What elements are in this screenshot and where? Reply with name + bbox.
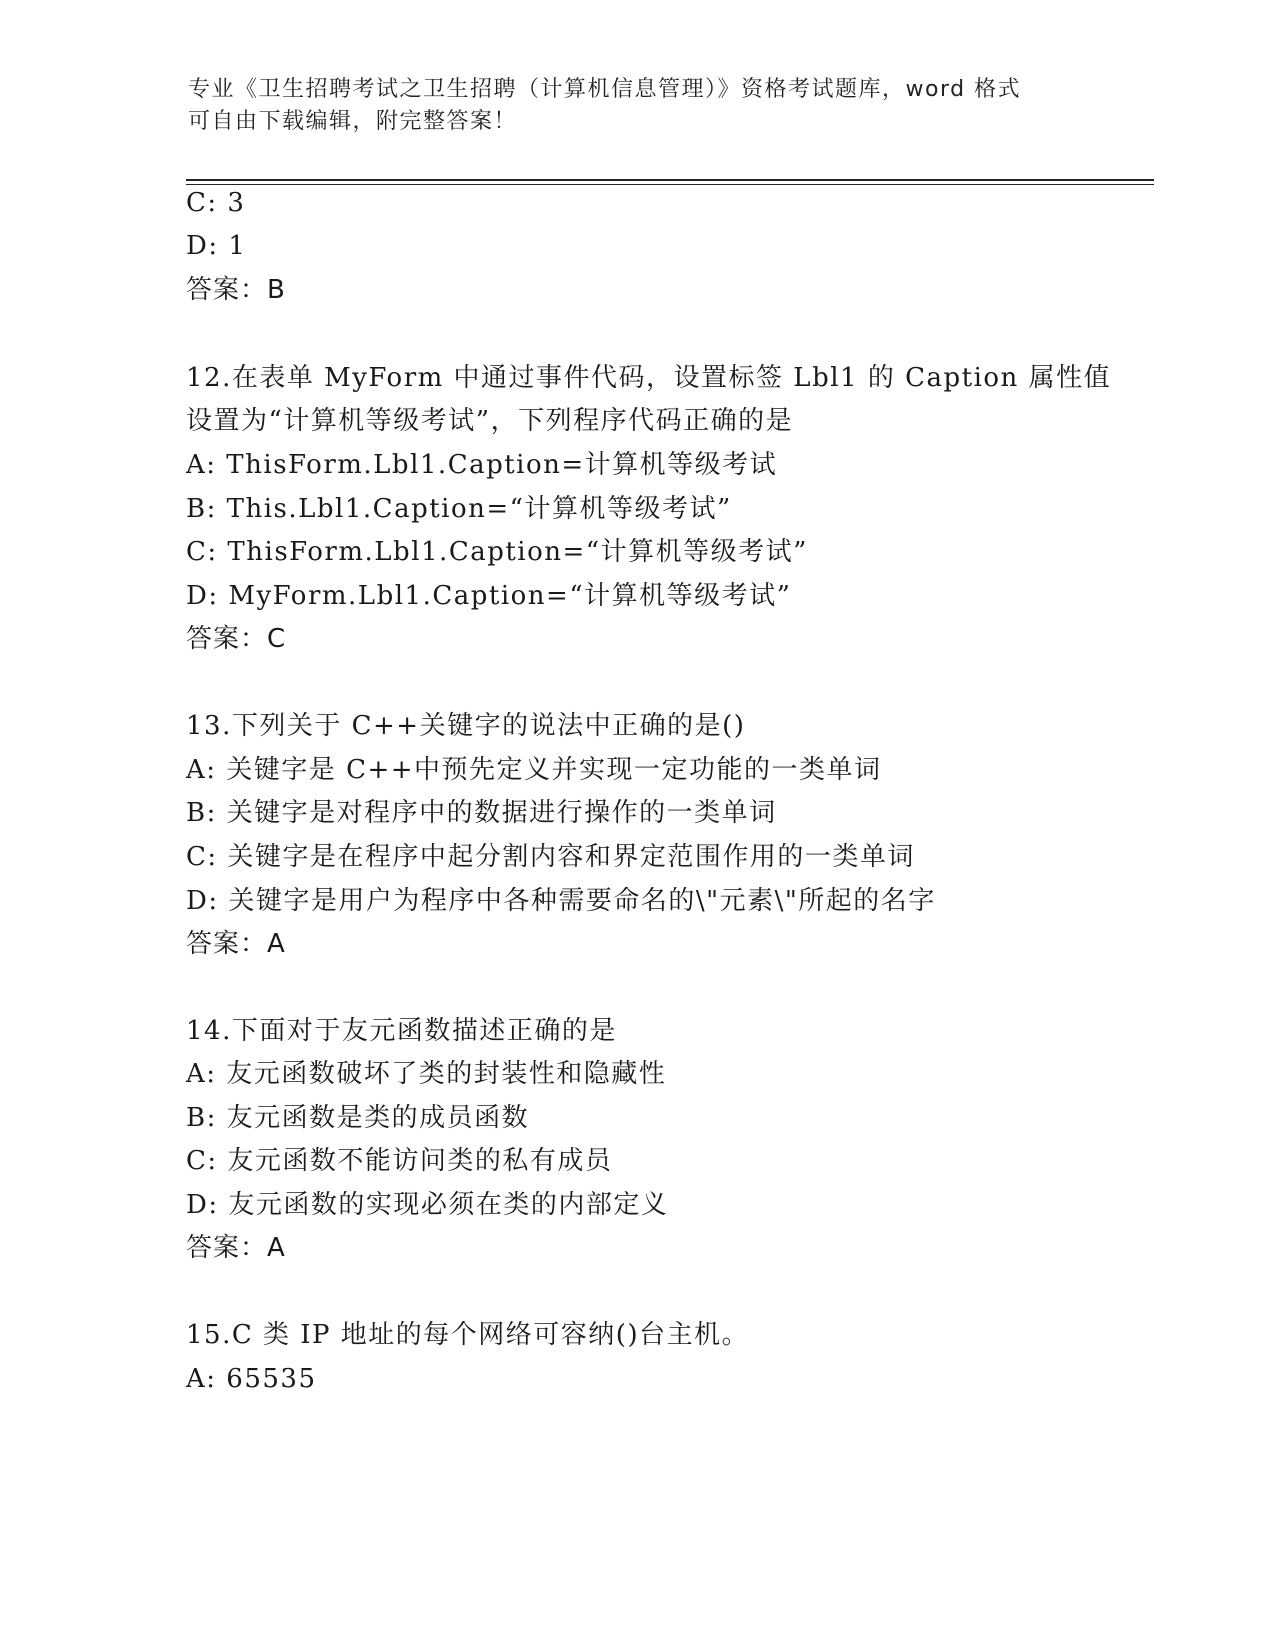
prev-option-c: C: 3 <box>186 188 246 218</box>
header-divider-thin <box>186 184 1154 185</box>
q14-option-a: A: 友元函数破坏了类的封装性和隐藏性 <box>186 1059 667 1089</box>
document-header <box>188 74 1088 138</box>
prev-answer: 答案：B <box>186 275 286 305</box>
q12-stem-line-1: 12.在表单 MyForm 中通过事件代码，设置标签 Lbl1 的 Caption 属性值 <box>186 363 1112 393</box>
q12-stem-line-2: 设置为“计算机等级考试”，下列程序代码正确的是 <box>186 406 794 436</box>
q13-stem: 13.下列关于 C++关键字的说法中正确的是() <box>186 711 746 741</box>
q13-option-c: C: 关键字是在程序中起分割内容和界定范围作用的一类单词 <box>186 842 915 872</box>
q15-option-a: A: 65535 <box>186 1364 317 1394</box>
prev-option-d: D: 1 <box>186 231 247 261</box>
q13-option-a: A: 关键字是 C++中预先定义并实现一定功能的一类单词 <box>186 755 882 785</box>
header-line-1: 专业《卫生招聘考试之卫生招聘（计算机信息管理）》资格考试题库，word 格式 <box>188 77 1022 102</box>
header-divider-thick <box>186 179 1154 181</box>
q12-option-a: A: ThisForm.Lbl1.Caption=计算机等级考试 <box>186 450 778 480</box>
q15-stem: 15.C 类 IP 地址的每个网络可容纳()台主机。 <box>186 1320 750 1350</box>
q13-answer: 答案：A <box>186 929 286 959</box>
q12-option-c: C: ThisForm.Lbl1.Caption=“计算机等级考试” <box>186 537 808 567</box>
q14-option-b: B: 友元函数是类的成员函数 <box>186 1103 530 1133</box>
q13-option-d: D: 关键字是用户为程序中各种需要命名的\"元素\"所起的名字 <box>186 886 936 916</box>
q14-option-d: D: 友元函数的实现必须在类的内部定义 <box>186 1190 669 1220</box>
header-line-2: 可自由下载编辑，附完整答案！ <box>188 109 518 134</box>
q14-answer: 答案：A <box>186 1233 286 1263</box>
q12-option-b: B: This.Lbl1.Caption=“计算机等级考试” <box>186 494 732 524</box>
q13-option-b: B: 关键字是对程序中的数据进行操作的一类单词 <box>186 798 777 828</box>
q14-option-c: C: 友元函数不能访问类的私有成员 <box>186 1146 613 1176</box>
q12-answer: 答案：C <box>186 624 287 654</box>
q12-option-d: D: MyForm.Lbl1.Caption=“计算机等级考试” <box>186 581 792 611</box>
q14-stem: 14.下面对于友元函数描述正确的是 <box>186 1016 617 1046</box>
